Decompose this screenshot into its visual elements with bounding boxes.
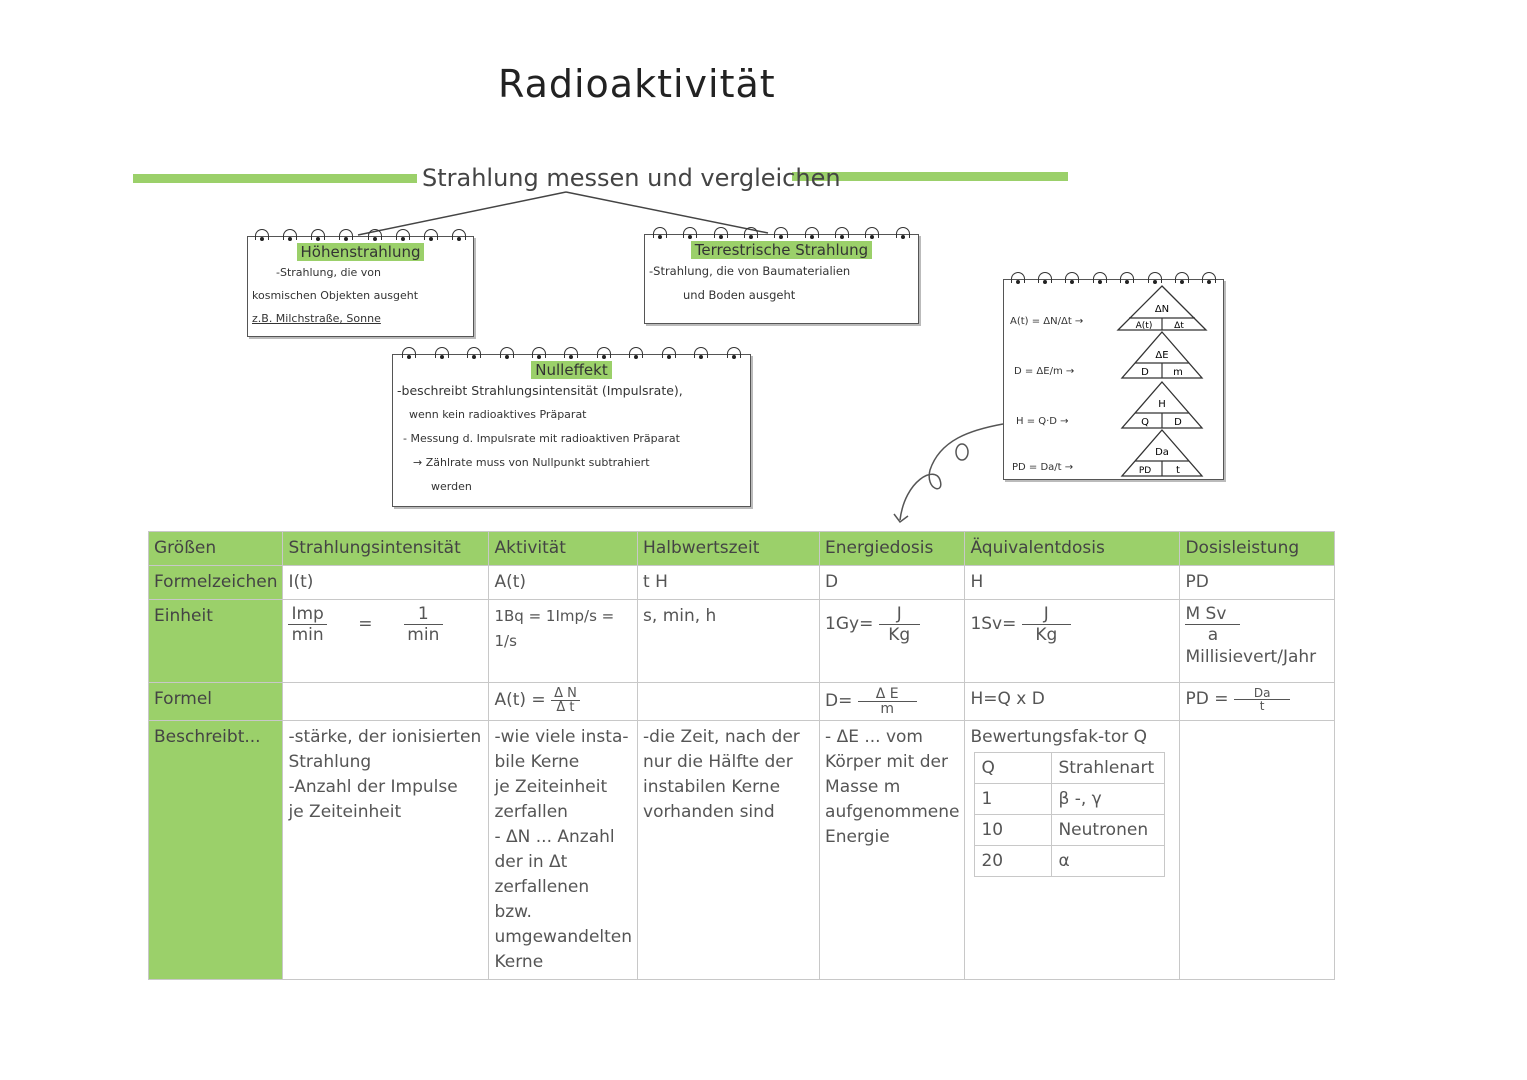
cell: 1Bq = 1Imp/s = 1/s bbox=[489, 600, 638, 683]
cell bbox=[283, 721, 489, 980]
row-label: Einheit bbox=[149, 600, 283, 683]
desc-line: zerfallenen bbox=[494, 877, 590, 897]
tri-top: ΔN bbox=[1154, 304, 1170, 315]
q-factor-table bbox=[974, 752, 1165, 877]
fraction-numerator: M Sv bbox=[1185, 604, 1240, 625]
cell: PD bbox=[1180, 566, 1335, 600]
tri-right: t bbox=[1176, 465, 1180, 476]
header-dosisleistung: Dosisleistung bbox=[1180, 532, 1335, 566]
desc-line: -die Zeit, nach der bbox=[643, 727, 800, 747]
formula-triangles-svg bbox=[1112, 282, 1212, 478]
header-energiedosis: Energiedosis bbox=[820, 532, 965, 566]
cell bbox=[489, 683, 638, 721]
table-row bbox=[149, 721, 1335, 980]
cell bbox=[1180, 683, 1335, 721]
row-label: Formel bbox=[149, 683, 283, 721]
unit-prefix: 1Gy= bbox=[825, 614, 874, 634]
formula-activity: A(t) = ΔN/Δt → bbox=[1010, 316, 1084, 327]
unit-prefix: 1Sv= bbox=[970, 614, 1017, 634]
triangle-energy-dose bbox=[1122, 332, 1202, 378]
cell: H bbox=[965, 566, 1180, 600]
tri-left: Q bbox=[1141, 417, 1149, 428]
q-cell: Neutronen bbox=[1052, 815, 1165, 846]
desc-line: Energie bbox=[825, 827, 890, 847]
tri-left: PD bbox=[1138, 466, 1152, 476]
page-title: Radioaktivität bbox=[498, 62, 776, 106]
quantities-table bbox=[148, 531, 1335, 980]
desc-line: je Zeiteinheit bbox=[494, 777, 608, 797]
fraction-numerator: Imp bbox=[288, 604, 326, 625]
spiral-binding bbox=[645, 227, 918, 239]
cell bbox=[283, 683, 489, 721]
q-row bbox=[975, 815, 1165, 846]
row-label: Formelzeichen bbox=[149, 566, 283, 600]
desc-line: zerfallen bbox=[494, 802, 568, 822]
q-cell: 10 bbox=[975, 815, 1052, 846]
tri-right: Δt bbox=[1174, 321, 1184, 331]
note-hoehenstrahlung bbox=[247, 236, 474, 337]
cell bbox=[820, 683, 965, 721]
header-aktivitaet: Aktivität bbox=[489, 532, 638, 566]
fraction-denominator: a bbox=[1207, 625, 1219, 645]
tri-left: D bbox=[1141, 367, 1149, 378]
cell bbox=[965, 721, 1180, 980]
desc-line: -Anzahl der Impulse bbox=[288, 777, 458, 797]
note-line: -beschreibt Strahlungsintensität (Impulsrate), bbox=[397, 383, 683, 398]
desc-line: aufgenommene bbox=[825, 802, 960, 822]
formula-energy-dose: D = ΔE/m → bbox=[1014, 366, 1075, 377]
note-line: wenn kein radioaktives Präparat bbox=[409, 408, 587, 421]
tri-right: D bbox=[1174, 417, 1182, 428]
table-header-row bbox=[149, 532, 1335, 566]
desc-line: -wie viele insta- bbox=[494, 727, 629, 747]
desc-line: vorhanden sind bbox=[643, 802, 775, 822]
desc-line: nur die Hälfte der bbox=[643, 752, 793, 772]
section-subtitle: Strahlung messen und vergleichen bbox=[422, 164, 841, 192]
desc-line: - ΔE ... vom bbox=[825, 727, 923, 747]
equals-sign: = bbox=[358, 614, 373, 634]
tri-top: Da bbox=[1155, 447, 1169, 458]
fraction-numerator: Da bbox=[1234, 687, 1291, 700]
cell: A(t) bbox=[489, 566, 638, 600]
note-title: Höhenstrahlung bbox=[297, 243, 425, 261]
q-cell: α bbox=[1052, 846, 1165, 877]
fraction-denominator: min bbox=[407, 625, 440, 645]
cell bbox=[965, 600, 1180, 683]
note-title: Terrestrische Strahlung bbox=[691, 241, 872, 259]
fraction-numerator: 1 bbox=[404, 604, 443, 625]
fraction-numerator: Δ E bbox=[858, 687, 917, 702]
tri-left: A(t) bbox=[1135, 321, 1153, 331]
tri-top: ΔE bbox=[1155, 350, 1169, 361]
formula-equivalent-dose: H = Q·D → bbox=[1016, 416, 1069, 427]
spiral-binding bbox=[248, 229, 473, 241]
formula-prefix: D= bbox=[825, 691, 853, 711]
cell: H=Q x D bbox=[965, 683, 1180, 721]
unit-description: Millisievert/Jahr bbox=[1185, 647, 1317, 667]
cell bbox=[1180, 721, 1335, 980]
triangle-dose-rate bbox=[1122, 430, 1202, 476]
fraction-denominator: Kg bbox=[1035, 625, 1058, 645]
note-nulleffekt bbox=[392, 354, 751, 507]
desc-line: -stärke, der ionisierten bbox=[288, 727, 482, 747]
header-strahlungsintensitaet: Strahlungsintensität bbox=[283, 532, 489, 566]
q-table-title: Bewertungsfak-tor Q bbox=[970, 727, 1148, 747]
fraction-numerator: J bbox=[879, 604, 920, 625]
header-aequivalentdosis: Äquivalentdosis bbox=[965, 532, 1180, 566]
formula-prefix: PD = bbox=[1185, 689, 1229, 709]
cell: I(t) bbox=[283, 566, 489, 600]
note-line: und Boden ausgeht bbox=[683, 288, 796, 302]
formula-prefix: A(t) = bbox=[494, 690, 546, 710]
note-line: - Messung d. Impulsrate mit radioaktiven Präparat bbox=[403, 432, 680, 445]
desc-line: Strahlung bbox=[288, 752, 372, 772]
header-groessen: Größen bbox=[149, 532, 283, 566]
note-line: -Strahlung, die von bbox=[276, 266, 381, 279]
fraction-denominator: Δ t bbox=[556, 700, 575, 715]
cell bbox=[638, 683, 820, 721]
table-row bbox=[149, 600, 1335, 683]
desc-line: bzw. bbox=[494, 902, 532, 922]
desc-line: Kerne bbox=[494, 952, 544, 972]
note-title: Nulleffekt bbox=[531, 361, 611, 379]
desc-line: - ΔN ... Anzahl bbox=[494, 827, 615, 847]
q-row bbox=[975, 846, 1165, 877]
row-label: Beschreibt... bbox=[149, 721, 283, 980]
desc-line: je Zeiteinheit bbox=[288, 802, 402, 822]
cell: t H bbox=[638, 566, 820, 600]
cell: s, min, h bbox=[638, 600, 820, 683]
note-line: -Strahlung, die von Baumaterialien bbox=[649, 264, 851, 278]
q-row bbox=[975, 753, 1165, 784]
desc-line: umgewandelten bbox=[494, 927, 633, 947]
fraction-denominator: min bbox=[291, 625, 324, 645]
cell bbox=[638, 721, 820, 980]
desc-line: der in Δt bbox=[494, 852, 568, 872]
q-cell: Q bbox=[975, 753, 1052, 784]
tri-right: m bbox=[1173, 367, 1183, 378]
q-cell: 1 bbox=[975, 784, 1052, 815]
fraction-denominator: Kg bbox=[888, 625, 911, 645]
triangle-equivalent-dose bbox=[1122, 382, 1202, 428]
desc-line: instabilen Kerne bbox=[643, 777, 781, 797]
fraction-numerator: J bbox=[1022, 604, 1071, 625]
header-halbwertszeit: Halbwertszeit bbox=[638, 532, 820, 566]
triangle-activity bbox=[1118, 286, 1206, 331]
fraction-denominator: t bbox=[1259, 699, 1265, 713]
note-line: kosmischen Objekten ausgeht bbox=[252, 289, 419, 302]
note-line: → Zählrate muss von Nullpunkt subtrahiert bbox=[413, 456, 650, 469]
cell bbox=[283, 600, 489, 683]
q-cell: β -, γ bbox=[1052, 784, 1165, 815]
cell bbox=[820, 600, 965, 683]
q-cell: 20 bbox=[975, 846, 1052, 877]
formula-dose-rate: PD = Da/t → bbox=[1012, 462, 1074, 473]
note-formula-triangles bbox=[1003, 279, 1224, 480]
desc-line: bile Kerne bbox=[494, 752, 580, 772]
tri-top: H bbox=[1158, 399, 1166, 410]
table-row bbox=[149, 566, 1335, 600]
spiral-binding bbox=[393, 347, 750, 359]
q-cell: Strahlenart bbox=[1052, 753, 1165, 784]
cell: D bbox=[820, 566, 965, 600]
note-terrestrische-strahlung bbox=[644, 234, 919, 324]
note-line: werden bbox=[431, 480, 472, 493]
desc-line: Masse m bbox=[825, 777, 901, 797]
cell bbox=[1180, 600, 1335, 683]
fraction-numerator: Δ N bbox=[551, 687, 580, 701]
cell bbox=[489, 721, 638, 980]
fraction-denominator: m bbox=[880, 701, 895, 717]
desc-line: Körper mit der bbox=[825, 752, 948, 772]
note-line: z.B. Milchstraße, Sonne bbox=[252, 312, 381, 325]
cell bbox=[820, 721, 965, 980]
q-row bbox=[975, 784, 1165, 815]
table-row bbox=[149, 683, 1335, 721]
